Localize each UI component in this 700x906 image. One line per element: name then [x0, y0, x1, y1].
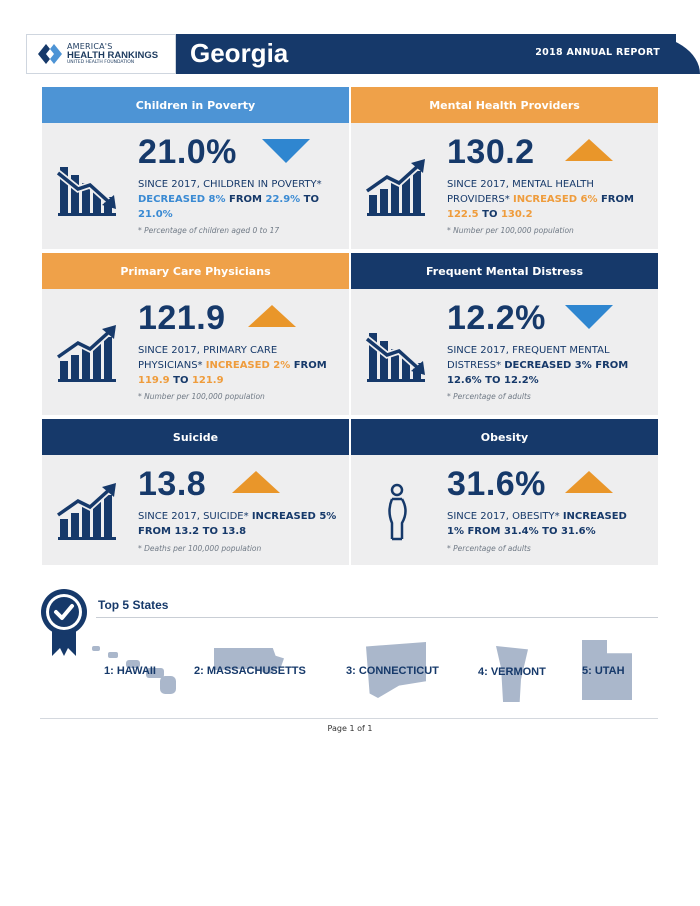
- page-number: Page 1 of 1: [327, 724, 373, 733]
- top5-title: Top 5 States: [98, 598, 169, 612]
- metric-value: 12.2%: [447, 299, 546, 337]
- card-title: Children in Poverty: [42, 87, 349, 123]
- metric-description: SINCE 2017, SUICIDE* INCREASED 5% FROM 13.2 TO 13.8: [138, 511, 337, 537]
- metric-value: 31.6%: [447, 465, 546, 503]
- top5-state-4: 4: VERMONT: [478, 666, 546, 678]
- metric-value: 121.9: [138, 299, 226, 337]
- arrow-down-icon: [565, 305, 613, 329]
- top5-state-3: 3: CONNECTICUT: [346, 665, 439, 677]
- card-body: [351, 123, 658, 249]
- logo-line-3: UNITED HEALTH FOUNDATION: [67, 60, 135, 65]
- metric-card: [42, 253, 349, 415]
- trend-up-icon: [56, 325, 120, 383]
- metric-value: 130.2: [447, 133, 535, 171]
- card-title: Mental Health Providers: [351, 87, 658, 123]
- top5-state-5: 5: UTAH: [582, 665, 625, 677]
- card-body: [42, 123, 349, 249]
- top5-state-1: 1: HAWAII: [104, 665, 156, 677]
- metric-description: SINCE 2017, PRIMARY CARE PHYSICIANS* INCREASED 2% FROM 119.9 TO 121.9: [138, 345, 327, 386]
- logo-diamond-icon: [37, 43, 63, 65]
- footer-divider: [40, 718, 658, 719]
- metric-note: * Number per 100,000 population: [447, 226, 574, 235]
- metric-description: SINCE 2017, MENTAL HEALTH PROVIDERS* INCREASED 6% FROM 122.5 TO 130.2: [447, 179, 634, 220]
- trend-up-icon: [56, 483, 120, 541]
- trend-up-icon: [365, 159, 429, 217]
- metric-value: 21.0%: [138, 133, 237, 171]
- metric-value: 13.8: [138, 465, 207, 503]
- arrow-up-icon: [248, 305, 296, 327]
- divider: [96, 617, 658, 618]
- card-body: [351, 455, 658, 565]
- metric-description: SINCE 2017, FREQUENT MENTAL DISTRESS* DECREASED 3% FROM 12.6% TO 12.2%: [447, 345, 629, 386]
- logo-line-1: AMERICA'S: [67, 41, 113, 51]
- card-title: Obesity: [351, 419, 658, 455]
- trend-down-icon: [365, 325, 429, 383]
- logo-line-2: HEALTH RANKINGS: [67, 49, 159, 61]
- arrow-up-icon: [565, 139, 613, 161]
- logo: [26, 34, 176, 74]
- metric-card: [42, 419, 349, 565]
- arrow-up-icon: [232, 471, 280, 493]
- page-title: Georgia: [190, 38, 289, 68]
- metric-note: * Number per 100,000 population: [138, 392, 265, 401]
- person-icon: [365, 483, 429, 541]
- card-body: [42, 455, 349, 565]
- trend-down-icon: [56, 159, 120, 217]
- card-body: [351, 289, 658, 415]
- report-label: 2018 ANNUAL REPORT: [535, 47, 660, 58]
- metric-description: SINCE 2017, OBESITY* INCREASED 1% FROM 31.4% TO 31.6%: [447, 511, 627, 537]
- metric-card: [42, 87, 349, 249]
- arrow-down-icon: [262, 139, 310, 163]
- arrow-up-icon: [565, 471, 613, 493]
- metric-note: * Percentage of children aged 0 to 17: [138, 226, 280, 235]
- card-title: Primary Care Physicians: [42, 253, 349, 289]
- metric-note: * Percentage of adults: [447, 392, 531, 401]
- metric-note: * Percentage of adults: [447, 544, 531, 553]
- card-title: Suicide: [42, 419, 349, 455]
- metric-description: SINCE 2017, CHILDREN IN POVERTY* DECREASED 8% FROM 22.9% TO 21.0%: [138, 179, 322, 220]
- award-rosette-icon: [40, 588, 88, 658]
- top5-state-2: 2: MASSACHUSETTS: [194, 665, 306, 677]
- metric-card: [351, 253, 658, 415]
- card-body: [42, 289, 349, 415]
- card-title: Frequent Mental Distress: [351, 253, 658, 289]
- metric-card: [351, 419, 658, 565]
- metric-card: [351, 87, 658, 249]
- metric-note: * Deaths per 100,000 population: [138, 544, 262, 553]
